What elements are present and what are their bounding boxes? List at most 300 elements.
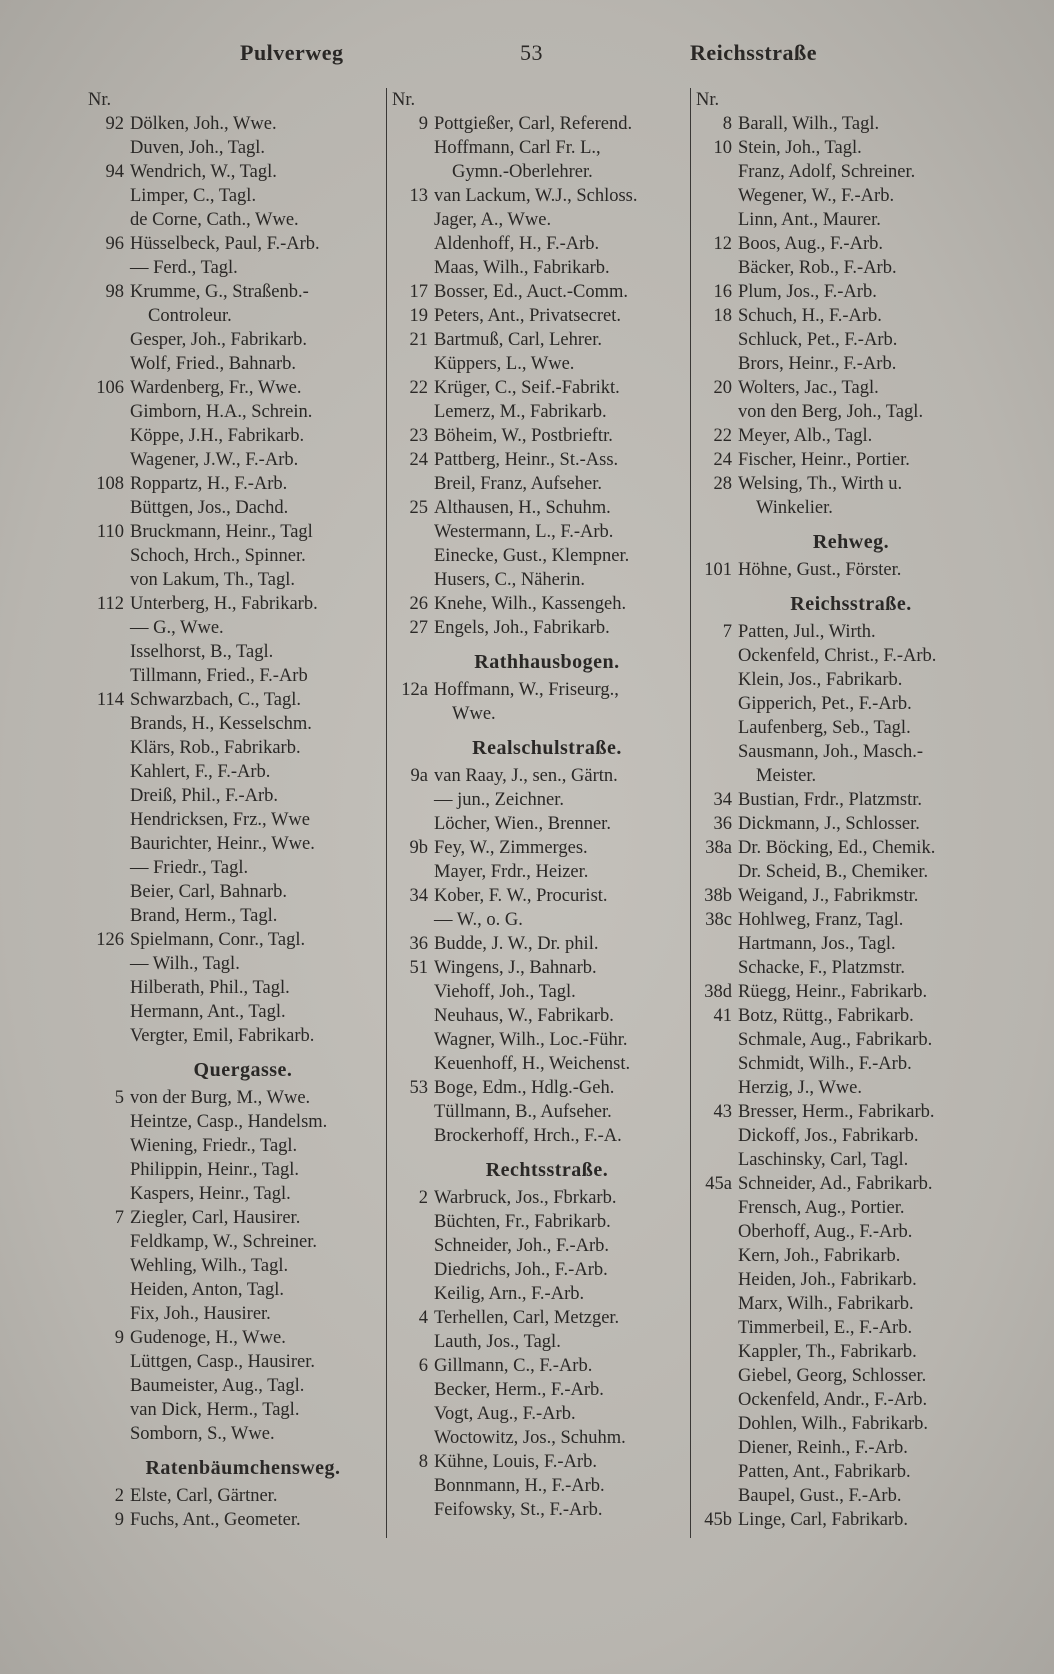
directory-entry [78,472,378,496]
house-number [686,256,738,280]
house-number [78,1398,130,1422]
resident-entry: Timmerbeil, E., F.-Arb. [738,1318,913,1338]
resident-entry: Heintze, Casp., Handelsm. [130,1112,328,1132]
resident-entry: Somborn, S., Wwe. [130,1424,275,1444]
resident-entry: Althausen, H., Schuhm. [434,498,611,518]
resident-entry: Kahlert, F., F.-Arb. [130,762,271,782]
street-heading: Realschulstraße. [472,737,622,759]
resident-entry: Winkelier. [756,498,833,518]
resident-entry: Tillmann, Fried., F.-Arb [130,666,308,686]
directory-entry [78,976,378,1000]
resident-entry: Controleur. [148,306,232,326]
resident-entry: Baumeister, Aug., Tagl. [130,1376,305,1396]
directory-entry [78,424,378,448]
house-number [78,880,130,904]
resident-entry: Schneider, Ad., Fabrikarb. [738,1174,933,1194]
house-number [686,860,738,884]
resident-entry: Knehe, Wilh., Kassengeh. [434,594,627,614]
resident-entry: Viehoff, Joh., Tagl. [434,982,576,1002]
house-number: 7 [114,1208,124,1228]
house-number [78,640,130,664]
resident-entry: Bartmuß, Carl, Lehrer. [434,330,602,350]
number-label-row [382,88,682,112]
house-number: 16 [713,282,732,302]
house-number [78,256,130,280]
house-number [382,1004,434,1028]
directory-entry [78,1086,378,1110]
directory-entry [686,716,986,740]
directory-entry [382,1234,682,1258]
house-number: 9b [409,838,428,858]
directory-entry [686,860,986,884]
directory-entry [382,908,682,932]
resident-entry: Meister. [756,766,817,786]
directory-entry [686,1172,986,1196]
directory-entry [78,856,378,880]
directory-entry [382,448,682,472]
directory-entry [686,1076,986,1100]
directory-entry [78,1158,378,1182]
directory-entry [382,1354,682,1378]
directory-entry [78,1000,378,1024]
directory-entry [78,1374,378,1398]
house-number [382,232,434,256]
directory-entry [686,668,986,692]
house-number [382,544,434,568]
house-number [382,160,434,184]
resident-entry: Keilig, Arn., F.-Arb. [434,1284,585,1304]
directory-entry [686,908,986,932]
house-number: 18 [713,306,732,326]
resident-entry: Boge, Edm., Hdlg.-Geh. [434,1078,615,1098]
directory-entry [78,1278,378,1302]
house-number: 126 [96,930,124,950]
resident-entry: Lauth, Jos., Tagl. [434,1332,561,1352]
directory-entry [382,1498,682,1522]
resident-entry: Wendrich, W., Tagl. [130,162,277,182]
resident-entry: Bustian, Frdr., Platzmstr. [738,790,922,810]
resident-entry: Büttgen, Jos., Dachd. [130,498,289,518]
house-number: 19 [409,306,428,326]
directory-entry [382,764,682,788]
directory-entry [382,1330,682,1354]
resident-entry: Sausmann, Joh., Masch.- [738,742,923,762]
resident-entry: Keuenhoff, H., Weichenst. [434,1054,631,1074]
directory-entry [382,568,682,592]
resident-entry: Kappler, Th., Fabrikarb. [738,1342,917,1362]
resident-entry: Mayer, Frdr., Heizer. [434,862,589,882]
column-2 [382,88,682,1522]
resident-entry: Kern, Joh., Fabrikarb. [738,1246,901,1266]
house-number [686,692,738,716]
house-number [686,160,738,184]
resident-entry: Pottgießer, Carl, Referend. [434,114,633,134]
house-number [78,544,130,568]
resident-entry: Breil, Franz, Aufseher. [434,474,602,494]
directory-entry [382,1052,682,1076]
directory-entry [78,304,378,328]
house-number [382,1234,434,1258]
resident-entry: Heiden, Anton, Tagl. [130,1280,285,1300]
house-number [686,716,738,740]
resident-entry: Laschinsky, Carl, Tagl. [738,1150,909,1170]
house-number: 53 [409,1078,428,1098]
directory-entry [78,280,378,304]
house-number: 24 [409,450,428,470]
directory-entry [78,808,378,832]
directory-entry [78,184,378,208]
house-number [686,1124,738,1148]
resident-entry: Hendricksen, Frz., Wwe [130,810,310,830]
resident-entry: Aldenhoff, H., F.-Arb. [434,234,600,254]
directory-entry [686,328,986,352]
resident-entry: Schwarzbach, C., Tagl. [130,690,301,710]
resident-entry: Hohlweg, Franz, Tagl. [738,910,904,930]
resident-entry: — Friedr., Tagl. [130,858,249,878]
resident-entry: Schluck, Pet., F.-Arb. [738,330,898,350]
directory-entry [686,424,986,448]
house-number [686,644,738,668]
resident-entry: Dr. Böcking, Ed., Chemik. [738,838,936,858]
house-number [686,932,738,956]
resident-entry: Diener, Reinh., F.-Arb. [738,1438,908,1458]
resident-entry: Dr. Scheid, B., Chemiker. [738,862,929,882]
resident-entry: Brockerhoff, Hrch., F.-A. [434,1126,622,1146]
directory-entry [78,880,378,904]
house-number: 9 [418,114,428,134]
resident-entry: Wehling, Wilh., Tagl. [130,1256,289,1276]
house-number: 8 [722,114,732,134]
house-number [686,1052,738,1076]
directory-entry [686,472,986,496]
directory-entry [78,760,378,784]
resident-entry: Wegener, W., F.-Arb. [738,186,895,206]
directory-entry [382,496,682,520]
house-number [78,856,130,880]
directory-entry [78,352,378,376]
resident-entry: Westermann, L., F.-Arb. [434,522,614,542]
directory-entry [78,1230,378,1254]
house-number [382,1330,434,1354]
directory-entry [78,1302,378,1326]
resident-entry: Unterberg, H., Fabrikarb. [130,594,318,614]
house-number [78,1024,130,1048]
house-number [382,520,434,544]
directory-entry [78,688,378,712]
house-number [686,328,738,352]
directory-entry [382,702,682,726]
resident-entry: — Wilh., Tagl. [130,954,240,974]
house-number [382,136,434,160]
resident-entry: Wiening, Friedr., Tagl. [130,1136,298,1156]
house-number [78,1254,130,1278]
house-number [382,1426,434,1450]
house-number: 9 [114,1510,124,1530]
resident-entry: Fischer, Heinr., Portier. [738,450,910,470]
directory-entry [382,304,682,328]
house-number [78,1278,130,1302]
house-number: 9 [114,1328,124,1348]
resident-entry: Gimborn, H.A., Schrein. [130,402,313,422]
house-number [78,832,130,856]
directory-entry [686,644,986,668]
house-number: 38b [704,886,732,906]
directory-entry [686,788,986,812]
house-number: Nr. [696,90,720,110]
directory-entry [382,1378,682,1402]
directory-entry [382,860,682,884]
house-number [78,1350,130,1374]
resident-entry: Patten, Ant., Fabrikarb. [738,1462,911,1482]
directory-entry [686,352,986,376]
resident-entry: Böheim, W., Postbrieftr. [434,426,613,446]
resident-entry: Neuhaus, W., Fabrikarb. [434,1006,614,1026]
resident-entry: Klärs, Rob., Fabrikarb. [130,738,301,758]
resident-entry: Herzig, J., Wwe. [738,1078,862,1098]
house-number: 25 [409,498,428,518]
resident-entry: Elste, Carl, Gärtner. [130,1486,278,1506]
house-number [78,760,130,784]
resident-entry: Philippin, Heinr., Tagl. [130,1160,299,1180]
directory-entry [78,376,378,400]
house-number [78,616,130,640]
directory-entry [382,280,682,304]
resident-entry: Feifowsky, St., F.-Arb. [434,1500,603,1520]
resident-entry: van Raay, J., sen., Gärtn. [434,766,618,786]
resident-entry: Becker, Herm., F.-Arb. [434,1380,604,1400]
resident-entry: von den Berg, Joh., Tagl. [738,402,924,422]
house-number: 34 [409,886,428,906]
house-number: 98 [105,282,124,302]
directory-entry [382,256,682,280]
directory-entry [78,160,378,184]
directory-entry [78,616,378,640]
resident-entry: Boos, Aug., F.-Arb. [738,234,883,254]
directory-entry [78,568,378,592]
directory-entry [78,1182,378,1206]
directory-entry [382,1210,682,1234]
directory-entry [686,1148,986,1172]
house-number: 34 [713,790,732,810]
resident-entry: Botz, Rüttg., Fabrikarb. [738,1006,914,1026]
house-number: 96 [105,234,124,254]
house-number: 21 [409,330,428,350]
house-number [686,1484,738,1508]
house-number [78,1000,130,1024]
house-number [686,1244,738,1268]
directory-entry [78,520,378,544]
resident-entry: de Corne, Cath., Wwe. [130,210,299,230]
directory-entry [686,208,986,232]
directory-entry [686,558,986,582]
directory-entry [382,112,682,136]
directory-entry [382,376,682,400]
number-label-row [78,88,378,112]
directory-entry [686,136,986,160]
resident-entry: Dohlen, Wilh., Fabrikarb. [738,1414,929,1434]
resident-entry: Hermann, Ant., Tagl. [130,1002,286,1022]
house-number [382,208,434,232]
resident-entry: Jager, A., Wwe. [434,210,552,230]
directory-entry [686,836,986,860]
resident-entry: Dreiß, Phil., F.-Arb. [130,786,279,806]
house-number: 9a [410,766,428,786]
resident-entry: Schacke, F., Platzmstr. [738,958,906,978]
directory-entry [382,1474,682,1498]
resident-entry: Fix, Joh., Hausirer. [130,1304,271,1324]
resident-entry: Ockenfeld, Andr., F.-Arb. [738,1390,928,1410]
resident-entry: Gesper, Joh., Fabrikarb. [130,330,308,350]
resident-entry: Schneider, Joh., F.-Arb. [434,1236,610,1256]
house-number [78,1158,130,1182]
resident-entry: Kober, F. W., Procurist. [434,886,608,906]
resident-entry: Diedrichs, Joh., F.-Arb. [434,1260,608,1280]
running-header-right: Reichsstraße [690,40,817,65]
house-number [382,812,434,836]
house-number: 5 [114,1088,124,1108]
house-number [686,1388,738,1412]
directory-entry [686,256,986,280]
resident-entry: Schmidt, Wilh., F.-Arb. [738,1054,912,1074]
house-number [78,952,130,976]
directory-entry [78,1206,378,1230]
resident-entry: Gipperich, Pet., F.-Arb. [738,694,912,714]
house-number [686,764,738,788]
resident-entry: Engels, Joh., Fabrikarb. [434,618,610,638]
directory-entry [686,1244,986,1268]
house-number [78,448,130,472]
house-number [78,496,130,520]
directory-entry [686,1220,986,1244]
resident-entry: Marx, Wilh., Fabrikarb. [738,1294,914,1314]
directory-entry [686,112,986,136]
directory-entry [686,1412,986,1436]
directory-entry [78,784,378,808]
directory-entry [686,376,986,400]
directory-entry [382,160,682,184]
resident-entry: Isselhorst, B., Tagl. [130,642,274,662]
house-number: 22 [713,426,732,446]
house-number: 7 [722,622,732,642]
directory-entry [78,928,378,952]
house-number [382,788,434,812]
house-number [78,1230,130,1254]
house-number [382,1378,434,1402]
resident-entry: Klein, Jos., Fabrikarb. [738,670,903,690]
directory-entry [78,904,378,928]
directory-entry [686,1484,986,1508]
resident-entry: Beier, Carl, Bahnarb. [130,882,287,902]
resident-entry: — Ferd., Tagl. [130,258,238,278]
directory-entry [686,1316,986,1340]
directory-entry [382,352,682,376]
resident-entry: Duven, Joh., Tagl. [130,138,266,158]
resident-entry: Vogt, Aug., F.-Arb. [434,1404,576,1424]
resident-entry: Gudenoge, H., Wwe. [130,1328,286,1348]
directory-entry [78,832,378,856]
house-number: Nr. [88,90,112,110]
resident-entry: Limper, C., Tagl. [130,186,257,206]
house-number: 6 [418,1356,428,1376]
resident-entry: — jun., Zeichner. [434,790,564,810]
resident-entry: Frensch, Aug., Portier. [738,1198,905,1218]
street-heading: Rathhausbogen. [474,651,620,673]
house-number: 36 [713,814,732,834]
street-heading: Rehweg. [812,531,890,553]
resident-entry: Löcher, Wien., Brenner. [434,814,611,834]
house-number: 112 [96,594,124,614]
directory-entry [382,520,682,544]
house-number: 92 [105,114,124,134]
resident-entry: Spielmann, Conr., Tagl. [130,930,306,950]
house-number [686,1196,738,1220]
directory-entry [686,1196,986,1220]
house-number [686,668,738,692]
resident-entry: Lemerz, M., Fabrikarb. [434,402,607,422]
house-number [78,784,130,808]
resident-entry: Oberhoff, Aug., F.-Arb. [738,1222,913,1242]
house-number: 22 [409,378,428,398]
house-number: 4 [418,1308,428,1328]
resident-entry: Warbruck, Jos., Fbrkarb. [434,1188,617,1208]
house-number: 43 [713,1102,732,1122]
house-number: 2 [418,1188,428,1208]
street-heading: Reichsstraße. [790,593,912,615]
directory-entry [382,1282,682,1306]
house-number [686,740,738,764]
resident-entry: Baupel, Gust., F.-Arb. [738,1486,902,1506]
column-1 [78,88,378,1532]
directory-entry [382,544,682,568]
house-number [382,1498,434,1522]
house-number [78,304,130,328]
resident-entry: Lüttgen, Casp., Hausirer. [130,1352,315,1372]
resident-entry: Gymn.-Oberlehrer. [452,162,593,182]
directory-entry [382,678,682,702]
directory-entry [686,1508,986,1532]
resident-entry: Schuch, H., F.-Arb. [738,306,882,326]
resident-entry: Brands, H., Kesselschm. [130,714,312,734]
directory-entry [382,208,682,232]
directory-entry [78,1134,378,1158]
house-number [78,976,130,1000]
resident-entry: von Lakum, Th., Tagl. [130,570,296,590]
house-number: 38c [705,910,732,930]
directory-entry [78,448,378,472]
directory-entry [686,1436,986,1460]
directory-entry [686,160,986,184]
page-number: 53 [520,40,543,65]
resident-entry: Wagner, Wilh., Loc.-Führ. [434,1030,628,1050]
house-number: 45a [705,1174,732,1194]
house-number: 106 [96,378,124,398]
directory-entry [686,692,986,716]
column-3 [686,88,986,1532]
directory-entry [78,328,378,352]
resident-entry: Wolf, Fried., Bahnarb. [130,354,297,374]
resident-entry: Peters, Ant., Privatsecret. [434,306,622,326]
directory-entry [686,1052,986,1076]
number-label-row [686,88,986,112]
house-number: 20 [713,378,732,398]
directory-entry [78,640,378,664]
street-heading: Rechtsstraße. [485,1159,609,1181]
house-number: Nr. [392,90,416,110]
house-number: 114 [96,690,124,710]
resident-entry: Hoffmann, Carl Fr. L., [434,138,601,158]
resident-entry: Fuchs, Ant., Geometer. [130,1510,301,1530]
directory-entry [686,1100,986,1124]
